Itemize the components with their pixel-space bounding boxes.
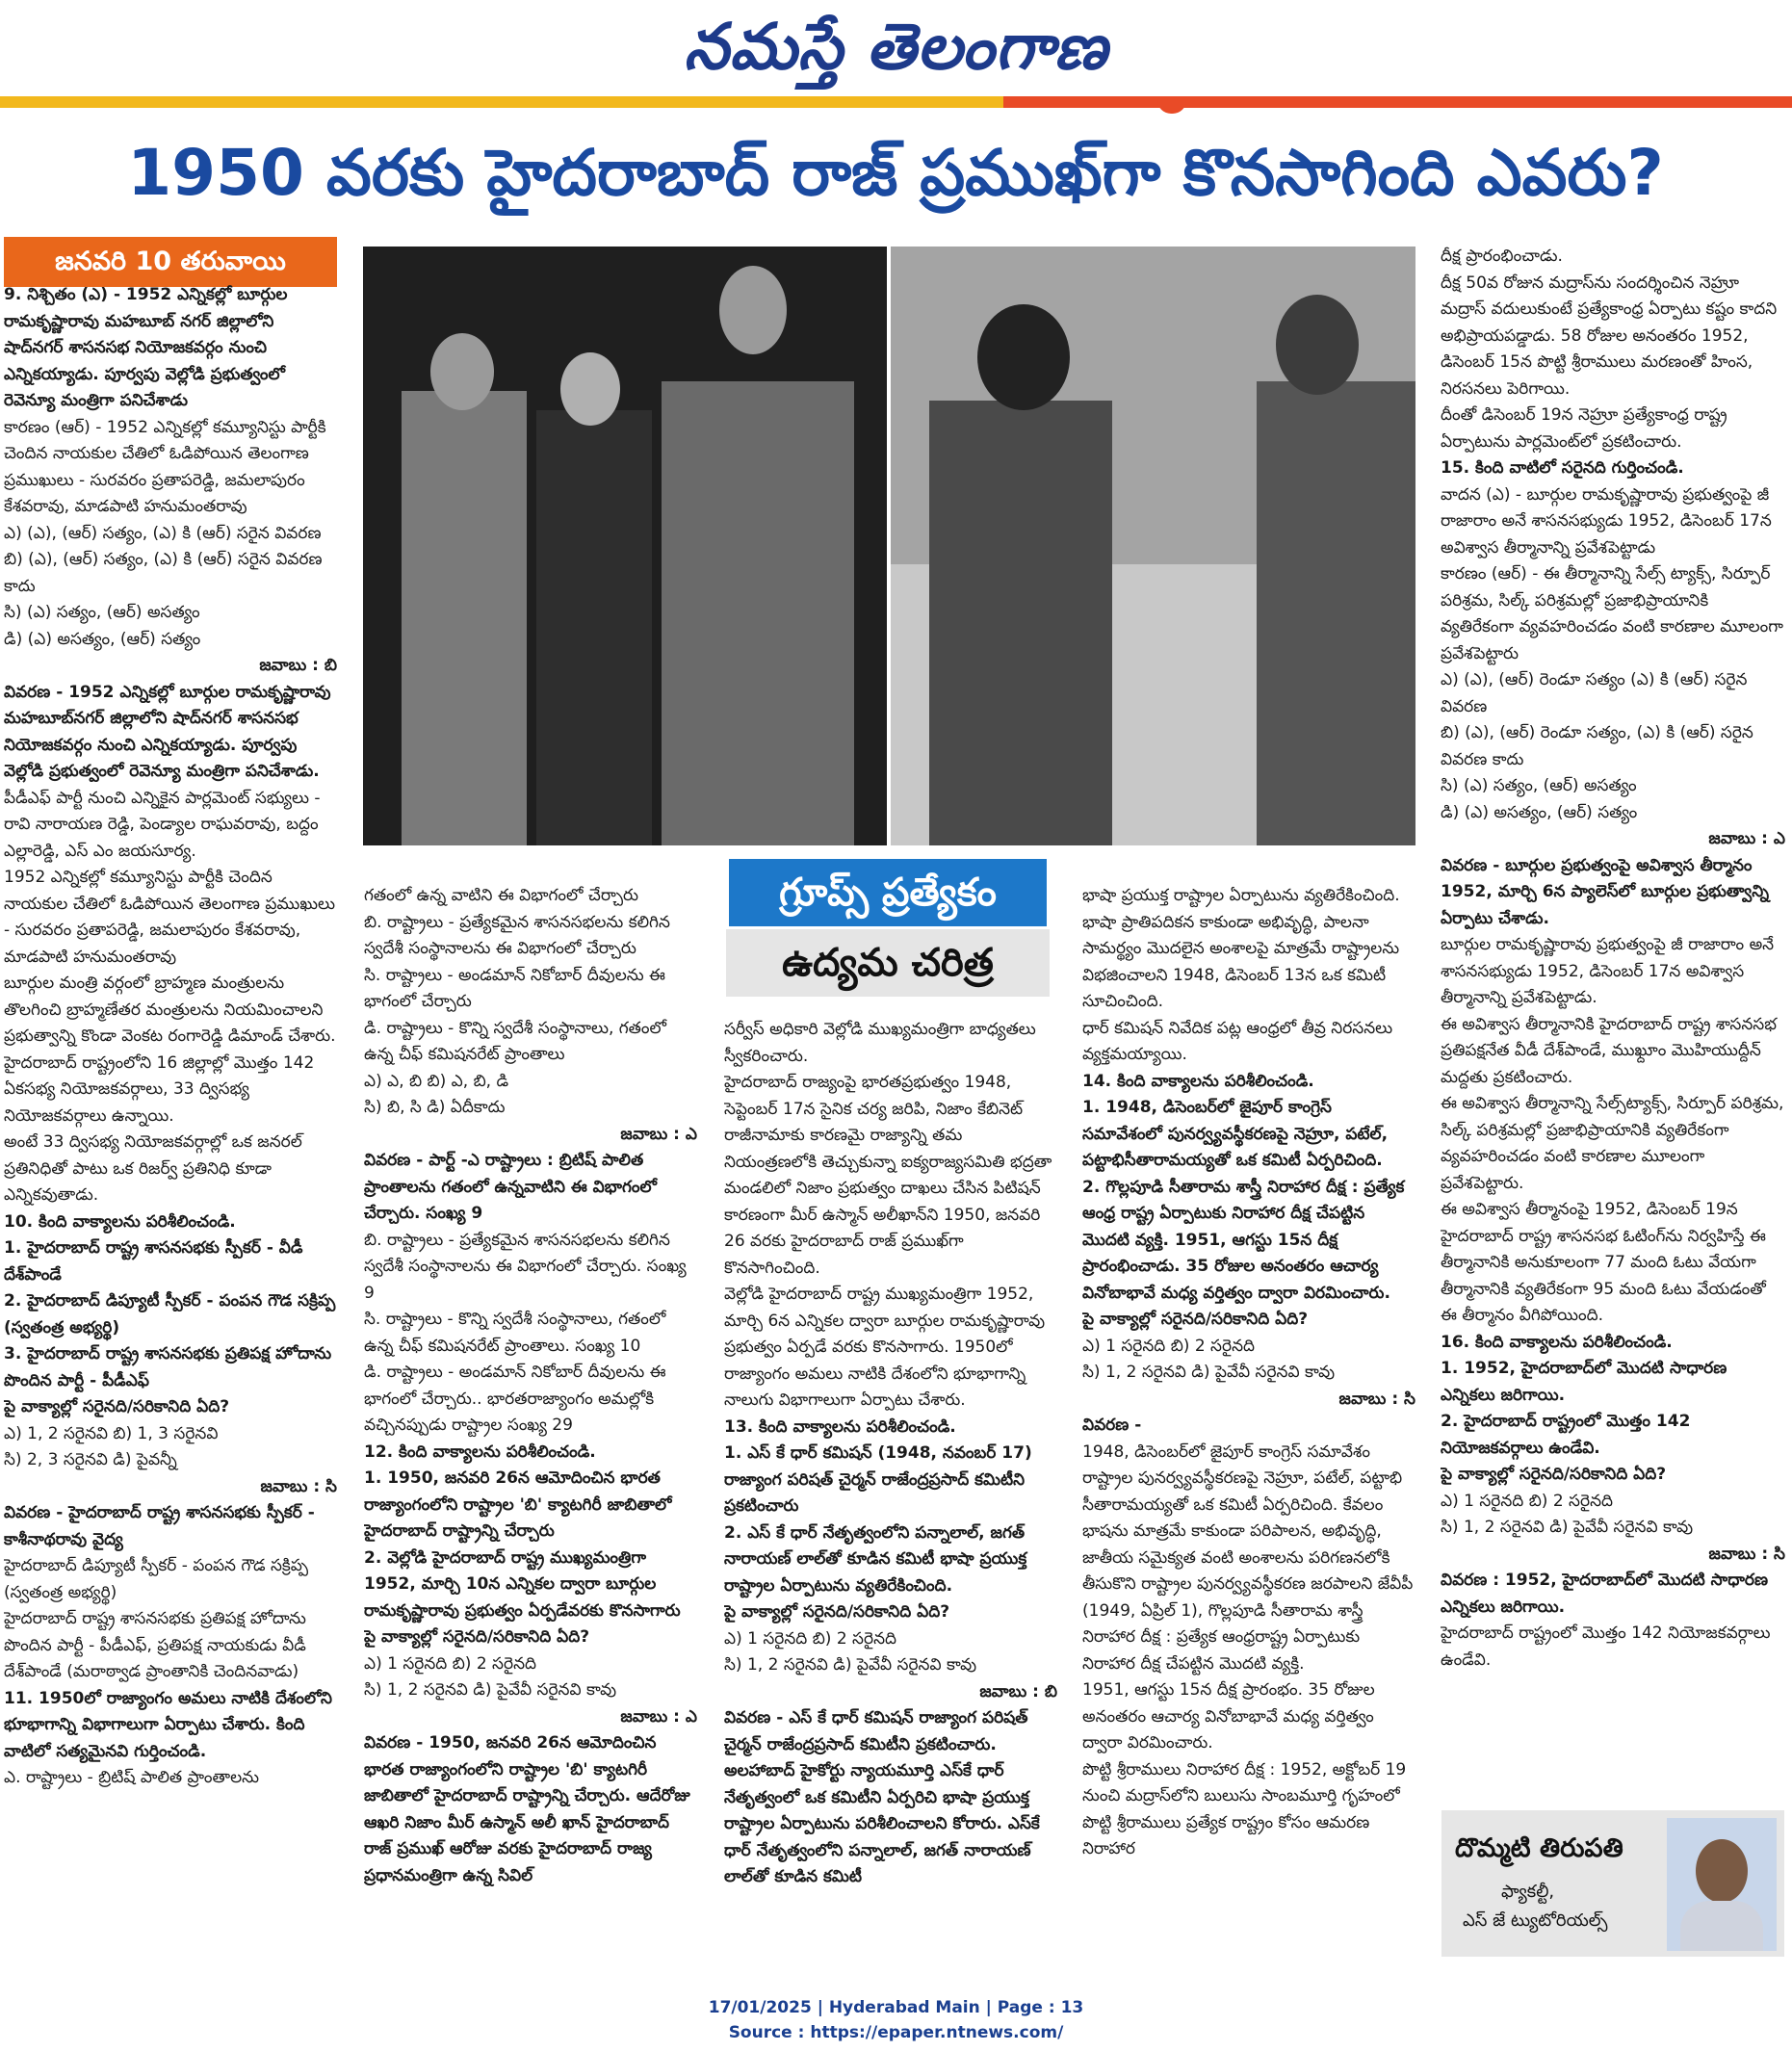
paragraph: జవాబు : ఎ xyxy=(1708,829,1785,848)
paragraph: ఎ) 1, 2 సరైనవి బి) 1, 3 సరైనవి xyxy=(4,1423,219,1443)
paragraph: 2. హైదరాబాద్ డిప్యూటీ స్పీకర్ - పంపన గౌడ సక్రిప్ప (స్వతంత్ర అభ్యర్థి) xyxy=(4,1291,336,1338)
paragraph: గతంలో ఉన్న వాటిని ఈ విభాగంలో చేర్చారు xyxy=(364,886,638,905)
paragraph: బి. రాష్ట్రాలు - ప్రత్యేకమైన శాసనసభలను కలిగిన స్వదేశీ సంస్థానాలను ఈ విభాగంలో చేర్చారు. సంఖ్య 9 xyxy=(364,1230,687,1303)
footer-date-edition: 17/01/2025 | Hyderabad Main | Page : 13 xyxy=(708,1998,1084,2017)
paragraph: బి. రాష్ట్రాలు - ప్రత్యేకమైన శాసనసభలను కలిగిన స్వదేశీ సంస్థానాలను ఈ విభాగంలో చేర్చారు xyxy=(364,912,670,958)
paragraph: జవాబు : సి xyxy=(1338,1389,1415,1409)
paragraph: సి) 1, 2 సరైనవి డి) పైవేవీ సరైనవి కావు xyxy=(724,1655,977,1675)
paragraph: 1. 1948, డిసెంబర్‌లో జైపూర్ కాంగ్రెస్ సమావేశంలో పునర్వ్యవస్థీకరణపై నెహ్రూ, పటేల్, పట్టాభిసీతారామయ్యతో ఒక కమిటీ ఏర్పరిచింది. xyxy=(1082,1098,1389,1170)
paragraph: ఎ) ఎ, బి బి) ఎ, బి, డి xyxy=(364,1071,509,1091)
paragraph: 1948, డిసెంబర్‌లో జైపూర్ కాంగ్రెస్ సమావేశం రాష్ట్రాల పునర్వ్యవస్థీకరణపై నెహ్రూ, పటేల్, పట్టాభి సీతారామయ్యతో ఒక కమిటీ ఏర్పరిచింది. కేవలం భాషను మాత్రమే కాకుండా పరిపాలన, అభివృద్ధి, జాతీయ సమైక్యత వంటి అంశాలను పరిగణనలోకి తీసుకొని రాష్ట్రాల పునర్వ్యవస్థీకరణ జరపాలని జేవీపీ (1949, ఏప్రిల్ 1), గొల్లపూడి సీతారామ శాస్త్రీ నిరాహార దీక్ష : ప్రత్యేక ఆంధ్రరాష్ట్ర ఏర్పాటుకు నిరాహార దీక్ష చేపట్టిన మొదటి వ్యక్తి. xyxy=(1082,1442,1414,1674)
paragraph: వివరణ - ఎస్ కే ధార్ కమిషన్ రాజ్యాంగ పరిషత్ చైర్మన్ రాజేంద్రప్రసాద్ కమిటీని ప్రకటించారు. అలహాబాద్ హైకోర్టు న్యాయమూర్తి ఎస్‌కే ధార్ నేతృత్వంలో ఒక కమిటీని ఏర్పరిచి భాషా ప్రయుక్త రాష్ట్రాల ఏర్పాటును పరిశీలించాలని కోరారు. ఎస్‌కే ధార్ నేతృత్వంలోని పన్నాలాల్, జగత్ నారాయణ్ లాల్‌తో కూడిన కమిటీ xyxy=(724,1708,1040,1886)
paragraph: ఎ) 1 సరైనది బి) 2 సరైనది xyxy=(724,1628,897,1649)
paragraph: దీంతో డిసెంబర్ 19న నెహ్రూ ప్రత్యేకాంధ్ర రాష్ట్ర ఏర్పాటును పార్లమెంట్‌లో ప్రకటించారు. xyxy=(1441,405,1727,452)
text-column-1 xyxy=(4,282,337,2006)
paragraph: దీక్ష ప్రారంభించాడు. xyxy=(1441,247,1563,266)
paragraph: సి) బి, సి డి) ఏదీకాదు xyxy=(364,1098,506,1117)
paragraph: 2. వెల్లోడి హైదరాబాద్ రాష్ట్ర ముఖ్యమంత్రిగా 1952, మార్చి 10న ఎన్నికల ద్వారా బూర్గుల రామకృష్ణారావు ప్రభుత్వం ఏర్పడేవరకు కొనసాగారు xyxy=(364,1547,681,1621)
paragraph: 1951, ఆగస్టు 15న దీక్ష ప్రారంభం. 35 రోజుల అనంతరం ఆచార్య వినోబాభావే మధ్య వర్తిత్వం ద్వారా విరమించారు. xyxy=(1082,1680,1375,1753)
paragraph: వివరణ - 1952 ఎన్నికల్లో బూర్గుల రామకృష్ణారావు మహబూబ్‌నగర్ జిల్లాలోని షాద్‌నగర్ శాసనసభ నియోజకవర్గం నుంచి ఎన్నికయ్యాడు. పూర్వపు వెల్లోడి ప్రభుత్వంలో రెవెన్యూ మంత్రిగా పనిచేశాడు. xyxy=(4,682,331,781)
paragraph: హైదరాబాద్ రాష్ట్రంలోని 16 జిల్లాల్లో మొత్తం 142 ఏకసభ్య నియోజకవర్గాలు, 33 ద్విసభ్య నియోజకవర్గాలు ఉన్నాయి. xyxy=(4,1052,315,1126)
paragraph: 2. గొల్లపూడి సీతారామ శాస్త్రీ నిరాహార దీక్ష : ప్రత్యేక ఆంధ్ర రాష్ట్ర ఏర్పాటుకు నిరాహార దీక్ష చేపట్టిన మొదటి వ్యక్తి. 1951, ఆగస్టు 15న దీక్ష ప్రారంభించాడు. 35 రోజుల అనంతరం ఆచార్య వినోబాభావే మధ్య వర్తిత్వం ద్వారా విరమించారు. xyxy=(1082,1177,1405,1303)
paragraph: దీక్ష 50వ రోజున మద్రాస్‌ను సందర్శించిన నెహ్రూ మద్రాస్ వదులుకుంటే ప్రత్యేకాంధ్ర ఏర్పాటు కష్టం కాదని అభిప్రాయపడ్డాడు. 58 రోజుల అనంతరం 1952, డిసెంబర్ 15న పొట్టి శ్రీరాములు మరణంతో హింస, నిరసనలు పెరిగాయి. xyxy=(1441,273,1778,399)
paragraph: 3. హైదరాబాద్ రాష్ట్ర శాసనసభకు ప్రతిపక్ష హోదాను పొందిన పార్టీ - పీడీఎఫ్ xyxy=(4,1344,332,1390)
paragraph: 1. 1952, హైదరాబాద్‌లో మొదటి సాధారణ ఎన్నికలు జరిగాయి. xyxy=(1441,1359,1727,1405)
paragraph: వివరణ - xyxy=(1082,1416,1142,1435)
paragraph: వివరణ - బూర్గుల ప్రభుత్వంపై అవిశ్వాస తీర్మానం 1952, మార్చి 6న ప్యాలెస్‌లో బూర్గుల ప్రభుత్వాన్ని ఏర్పాటు చేశాడు. xyxy=(1441,855,1769,928)
archive-photo-officers xyxy=(891,247,1415,845)
paragraph: ఎ) 1 సరైనది బి) 2 సరైనది xyxy=(364,1653,537,1674)
paragraph: 1952 ఎన్నికల్లో కమ్యూనిస్టు పార్టీకి చెందిన నాయకుల చేతిలో ఓడిపోయిన తెలంగాణ ప్రముఖులు - సురవరం ప్రతాపరెడ్డి, జమలాపురం కేశవరావు, మాడపాటి హనుమంతరావు xyxy=(4,868,335,967)
paragraph: వివరణ - 1950, జనవరి 26న ఆమోదించిన భారత రాజ్యాంగంలోని రాష్ట్రాల 'బి' క్యాటగిరీ జాబితాలో హైదరాబాద్ రాష్ట్రాన్ని చేర్చారు. ఆదేరోజు ఆఖరి నిజాం మీర్ ఉస్మాన్ అలీ ఖాన్ హైదరాబాద్ రాజ్ ప్రముఖ్ ఆరోజు వరకు హైదరాబాద్ రాజ్య ప్రధానమంత్రిగా ఉన్న సివిల్ xyxy=(364,1733,690,1885)
paragraph: జవాబు : ఎ xyxy=(620,1124,697,1144)
author-box xyxy=(1441,1810,1784,1957)
paragraph: పొట్టి శ్రీరాములు నిరాహార దీక్ష : 1952, అక్టోబర్ 19 నుంచి మద్రాస్‌లోని బులుసు సాంబమూర్తి గృహంలో పొట్టి శ్రీరాములు ప్రత్యేక రాష్ట్రం కోసం ఆమరణ నిరాహార xyxy=(1082,1759,1407,1858)
paragraph: పై వాక్యాల్లో సరైనది/సరికానిది ఏది? xyxy=(724,1602,950,1622)
paragraph: 15. కింది వాటిలో సరైనది గుర్తించండి. xyxy=(1441,458,1684,478)
paragraph: బి) (ఎ), (ఆర్) రెండూ సత్యం, (ఎ) కి (ఆర్) సరైన వివరణ కాదు xyxy=(1441,723,1753,769)
paragraph: ఈ అవిశ్వాస తీర్మానంపై 1952, డిసెంబర్ 19న హైదరాబాద్ రాష్ట్ర శాసనసభ ఓటింగ్‌ను నిర్వహిస్తే ఈ తీర్మానానికి అనుకూలంగా 77 మంది ఓటు వేయగా తీర్మానానికి వ్యతిరేకంగా 95 మంది ఓటు వేయడంతో ఈ తీర్మానం వీగిపోయింది. xyxy=(1441,1200,1766,1325)
paragraph: పై వాక్యాల్లో సరైనది/సరికానిది ఏది? xyxy=(364,1627,590,1647)
paragraph: ధార్ కమిషన్ నివేదిక పట్ల ఆంధ్రలో తీవ్ర నిరసనలు వ్యక్తమయ్యాయి. xyxy=(1082,1018,1393,1064)
paragraph: సి) 1, 2 సరైనవి డి) పైవేవీ సరైనవి కావు xyxy=(364,1680,617,1700)
paragraph: డి. రాష్ట్రాలు - కొన్ని స్వదేశీ సంస్థానాలు, గతంలో ఉన్న చీఫ్ కమిషనరేట్ ప్రాంతాలు xyxy=(364,1018,667,1064)
paragraph: ఈ అవిశ్వాస తీర్మానాన్ని సేల్స్‌ట్యాక్స్, సిర్పూర్ పరిశ్రమ, సిల్క్ పరిశ్రమల్లో ప్రజాభిప్రాయానికి వ్యతిరేకంగా వ్యవహరించడం వంటి కారణాల మూలంగా ప్రవేశపెట్టారు. xyxy=(1441,1094,1784,1193)
paragraph: పై వాక్యాల్లో సరైనది/సరికానిది ఏది? xyxy=(4,1397,230,1416)
paragraph: వాదన (ఎ) - బూర్గుల రామకృష్ణారావు ప్రభుత్వంపై జీ రాజారాం అనే శాసనసభ్యుడు 1952, డిసెంబర్ 17న అవిశ్వాస తీర్మానాన్ని ప్రవేశపెట్టాడు xyxy=(1441,484,1772,558)
author-role: ఫ్యాకల్టీ, xyxy=(1501,1882,1555,1902)
archive-photo-group xyxy=(363,247,887,845)
paragraph: వివరణ : 1952, హైదరాబాద్‌లో మొదటి సాధారణ ఎన్నికలు జరిగాయి. xyxy=(1441,1571,1768,1617)
paragraph: జవాబు : ఎ xyxy=(620,1706,697,1727)
paragraph: హైదరాబాద్ రాష్ట్ర శాసనసభకు ప్రతిపక్ష హోదాను పొందిన పార్టీ - పీడీఎఫ్, ప్రతిపక్ష నాయకుడు వీడీ దేశ్‌పాండే (మరాఠ్వాడ ప్రాంతానికి చెందినవాడు) xyxy=(4,1609,306,1681)
paragraph: సి) 1, 2 సరైనవి డి) పైవేవీ సరైనవి కావు xyxy=(1441,1518,1694,1537)
paragraph: 1. ఎస్ కే ధార్ కమిషన్ (1948, నవంబర్ 17) రాజ్యాంగ పరిషత్ చైర్మన్ రాజేంద్రప్రసాద్ కమిటీని ప్రకటించారు xyxy=(724,1443,1032,1516)
paragraph: ఎ) (ఎ), (ఆర్) రెండూ సత్యం (ఎ) కి (ఆర్) సరైన వివరణ xyxy=(1441,670,1748,716)
paragraph: సి. రాష్ట్రాలు - అండమాన్ నికోబార్ దీవులను ఈ భాగంలో చేర్చారు xyxy=(364,965,665,1011)
paragraph: 11. 1950లో రాజ్యాంగం అమలు నాటికి దేశంలోని భూభాగాన్ని విభాగాలుగా ఏర్పాటు చేశారు. కింది వాటిలో సత్యమైనవి గుర్తించండి. xyxy=(4,1688,332,1761)
paragraph: 12. కింది వాక్యాలను పరిశీలించండి. xyxy=(364,1442,596,1462)
promo-title: గ్రూప్స్ ప్రత్యేకం xyxy=(726,856,1050,929)
paragraph: భాషా ప్రయుక్త రాష్ట్రాల ఏర్పాటును వ్యతిరేకించింది. భాషా ప్రాతిపదికన కాకుండా అభివృద్ధి, పాలనా సామర్థ్యం మొదలైన అంశాలపై మాత్రమే రాష్ట్రాలను విభజించాలని 1948, డిసెంబర్ 13న ఒక కమిటీ సూచించింది. xyxy=(1082,886,1400,1011)
paragraph: హైదరాబాద్ రాష్ట్రంలో మొత్తం 142 నియోజకవర్గాలు ఉండేవి. xyxy=(1441,1623,1771,1670)
paragraph: 2. హైదరాబాద్ రాష్ట్రంలో మొత్తం 142 నియోజకవర్గాలు ఉండేవి. xyxy=(1441,1412,1691,1458)
paragraph: 9. నిశ్చితం (ఎ) - 1952 ఎన్నికల్లో బూర్గుల రామకృష్ణారావు మహబూబ్ నగర్ జిల్లాలోని షాద్‌నగర్ శాసనసభ నియోజకవర్గం నుంచి ఎన్నికయ్యాడు. పూర్వపు వెల్లోడి ప్రభుత్వంలో రెవెన్యూ మంత్రిగా పనిచేశాడు xyxy=(4,285,288,410)
paragraph: 14. కింది వాక్యాలను పరిశీలించండి. xyxy=(1082,1071,1314,1091)
paragraph: సి) 2, 3 సరైనవి డి) పైవన్నీ xyxy=(4,1450,177,1469)
paragraph: అంటే 33 ద్విసభ్య నియోజకవర్గాల్లో ఒక జనరల్ ప్రతినిధితో పాటు ఒక రిజర్వ్ ప్రతినిధి కూడా ఎన్నికవుతాడు. xyxy=(4,1132,302,1205)
text-column-5 xyxy=(1441,244,1785,1813)
masthead-rule xyxy=(0,96,1792,108)
newspaper-logo: నమస్తే తెలంగాణ xyxy=(684,10,1108,84)
paragraph: పీడీఎఫ్ పార్టీ నుంచి ఎన్నికైన పార్లమెంట్ సభ్యులు - రావి నారాయణ రెడ్డి, పెండ్యాల రాఘవరావు, బద్దం ఎల్లారెడ్డి, ఎస్ ఎం జయసూర్య. xyxy=(4,788,321,861)
paragraph: ఈ అవిశ్వాస తీర్మానానికి హైదరాబాద్ రాష్ట్ర శాసనసభ ప్రతిపక్షనేత వీడీ దేశ్‌పాండే, ముఖ్దూం మొహియుద్దీన్ మద్దతు ప్రకటించారు. xyxy=(1441,1014,1777,1087)
paragraph: డి) (ఎ) అసత్యం, (ఆర్) సత్యం xyxy=(1441,802,1638,822)
paragraph: సి) 1, 2 సరైనవి డి) పైవేవీ సరైనవి కావు xyxy=(1082,1363,1336,1382)
groups-special-box xyxy=(726,856,1050,997)
paragraph: జవాబు : సి xyxy=(260,1476,337,1496)
paragraph: వివరణ - పార్ట్ -ఎ రాష్ట్రాలు : బ్రిటిష్ పాలిత ప్రాంతాలను గతంలో ఉన్నవాటిని ఈ విభాగంలో చేర్చారు. సంఖ్య 9 xyxy=(364,1151,657,1223)
paragraph: సి) (ఎ) సత్యం, (ఆర్) అసత్యం xyxy=(4,603,200,622)
article-headline: 1950 వరకు హైదరాబాద్ రాజ్ ప్రముఖ్‌గా కొనసాగింది ఎవరు? xyxy=(127,136,1664,210)
paragraph: సి. రాష్ట్రాలు - కొన్ని స్వదేశీ సంస్థానాలు, గతంలో ఉన్న చీఫ్ కమిషనరేట్ ప్రాంతాలు. సంఖ్య 10 xyxy=(364,1310,666,1356)
paragraph: బూర్గుల రామకృష్ణారావు ప్రభుత్వంపై జీ రాజారాం అనే శాసనసభ్యుడు 1952, డిసెంబర్ 17న అవిశ్వాస తీర్మానాన్ని ప్రవేశపెట్టాడు. xyxy=(1441,935,1775,1007)
paragraph: 10. కింది వాక్యాలను పరిశీలించండి. xyxy=(4,1211,236,1232)
section-tag: జనవరి 10 తరువాయి xyxy=(4,237,337,287)
text-column-3 xyxy=(724,1017,1057,2009)
paragraph: ఎ) (ఎ), (ఆర్) సత్యం, (ఎ) కి (ఆర్) సరైన వివరణ xyxy=(4,523,322,543)
paragraph: ఎ. రాష్ట్రాలు - బ్రిటిష్ పాలిత ప్రాంతాలను xyxy=(4,1768,259,1787)
paragraph: 16. కింది వాక్యాలను పరిశీలించండి. xyxy=(1441,1332,1673,1352)
paragraph: హైదరాబాద్ డిప్యూటీ స్పీకర్ - పంపన గౌడ సక్రిప్ప (స్వతంత్ర అభ్యర్థి) xyxy=(4,1556,309,1602)
paragraph: 13. కింది వాక్యాలను పరిశీలించండి. xyxy=(724,1416,956,1437)
paragraph: బూర్గుల మంత్రి వర్గంలో బ్రాహ్మణ మంత్రులను తొలగించి బ్రాహ్మణేతర మంత్రులను నియమించాలని ప్రభుత్వాన్ని కొండా వెంకట రంగారెడ్డి డిమాండ్ చేశారు. xyxy=(4,974,336,1046)
paragraph: ఎ) 1 సరైనది బి) 2 సరైనది xyxy=(1441,1491,1614,1511)
paragraph: డి) (ఎ) అసత్యం, (ఆర్) సత్యం xyxy=(4,629,201,649)
paragraph: సి) (ఎ) సత్యం, (ఆర్) అసత్యం xyxy=(1441,776,1637,795)
masthead xyxy=(0,6,1792,92)
text-column-2 xyxy=(364,883,697,2010)
paragraph: సర్వీస్ అధికారి వెల్లోడి ముఖ్యమంత్రిగా బాధ్యతలు స్వీకరించారు. xyxy=(724,1020,1036,1066)
text-column-4 xyxy=(1082,883,1415,2010)
author-org: ఎస్ జే ట్యుటోరియల్స్ xyxy=(1463,1910,1608,1931)
paragraph: జవాబు : సి xyxy=(1708,1544,1785,1564)
paragraph: హైదరాబాద్ రాజ్యంపై భారతప్రభుత్వం 1948, సెప్టెంబర్ 17న సైనిక చర్య జరిపి, నిజాం కేబినెట్ రాజీనామాకు కారణమై రాజ్యాన్ని తమ నియంత్రణలోకి తెచ్చుకున్నా ఐక్యరాజ్యసమితి భద్రతా మండలిలో నిజాం ప్రభుత్వం దాఖలు చేసిన పిటిషన్ కారణంగా మీర్ ఉస్మాన్ అలీఖాన్‌ని 1950, జనవరి 26 వరకు హైదరాబాద్ రాజ్ ప్రముఖ్‌గా కొనసాగించింది. xyxy=(724,1073,1052,1278)
paragraph: 1. 1950, జనవరి 26న ఆమోదించిన భారత రాజ్యాంగంలోని రాష్ట్రాల 'బి' క్యాటగిరీ జాబితాలో హైదరాబాద్ రాష్ట్రాన్ని చేర్చారు xyxy=(364,1468,672,1541)
promo-subtitle: ఉద్యమ చరిత్ర xyxy=(726,929,1050,997)
footer-source: Source : https://epaper.ntnews.com/ xyxy=(728,2023,1064,2042)
paragraph: జవాబు : బి xyxy=(979,1681,1057,1701)
paragraph: ఎ) 1 సరైనది బి) 2 సరైనది xyxy=(1082,1336,1256,1356)
paragraph: వెల్లోడి హైదరాబాద్ రాష్ట్ర ముఖ్యమంత్రిగా 1952, మార్చి 6న ఎన్నికల ద్వారా బూర్గుల రామకృష్ణారావు ప్రభుత్వం ఏర్పడే వరకు కొనసాగారు. 1950లో రాజ్యాంగం అమలు నాటికి దేశంలోని భూభాగాన్ని నాలుగు విభాగాలుగా ఏర్పాటు చేశారు. xyxy=(724,1285,1046,1410)
paragraph: బి) (ఎ), (ఆర్) సత్యం, (ఎ) కి (ఆర్) సరైన వివరణ కాదు xyxy=(4,550,323,596)
paragraph: పై వాక్యాల్లో సరైనది/సరికానిది ఏది? xyxy=(1441,1465,1667,1484)
paragraph: 1. హైదరాబాద్ రాష్ట్ర శాసనసభకు స్పీకర్ - వీడీ దేశ్‌పాండే xyxy=(4,1238,303,1285)
author-name: దొమ్మటి తిరుపతి xyxy=(1455,1833,1623,1863)
paragraph: కారణం (ఆర్) - ఈ తీర్మానాన్ని సేల్స్ ట్యాక్స్, సిర్పూర్ పరిశ్రమ, సిల్క్ పరిశ్రమల్లో ప్రజాభిప్రాయానికి వ్యతిరేకంగా వ్యవహరించడం వంటి కారణాల మూలంగా ప్రవేశపెట్టారు xyxy=(1441,564,1783,663)
author-photo xyxy=(1667,1818,1777,1951)
paragraph: జవాబు : బి xyxy=(259,656,337,675)
paragraph: పై వాక్యాల్లో సరైనది/సరికానిది ఏది? xyxy=(1082,1310,1309,1329)
page-footer xyxy=(0,1995,1792,2045)
paragraph: డి. రాష్ట్రాలు - అండమాన్ నికోబార్ దీవులను ఈ భాగంలో చేర్చారు.. భారతరాజ్యాంగం అమల్లోకి వచ్చినప్పుడు రాష్ట్రాల సంఖ్య 29 xyxy=(364,1363,666,1435)
paragraph: కారణం (ఆర్) - 1952 ఎన్నికల్లో కమ్యూనిస్టు పార్టీకి చెందిన నాయకుల చేతిలో ఓడిపోయిన తెలంగాణ ప్రముఖులు - సురవరం ప్రతాపరెడ్డి, జమలాపురం కేశవరావు, మాడపాటి హనుమంతరావు xyxy=(4,417,326,516)
paragraph: 2. ఎస్ కే ధార్ నేతృత్వంలోని పన్నాలాల్, జగత్ నారాయణ్ లాల్‌తో కూడిన కమిటీ భాషా ప్రయుక్త రాష్ట్రాల ఏర్పాటును వ్యతిరేకించింది. xyxy=(724,1522,1027,1596)
paragraph: వివరణ - హైదరాబాద్ రాష్ట్ర శాసనసభకు స్పీకర్ - కాశీనాథరావు వైద్య xyxy=(4,1503,315,1549)
